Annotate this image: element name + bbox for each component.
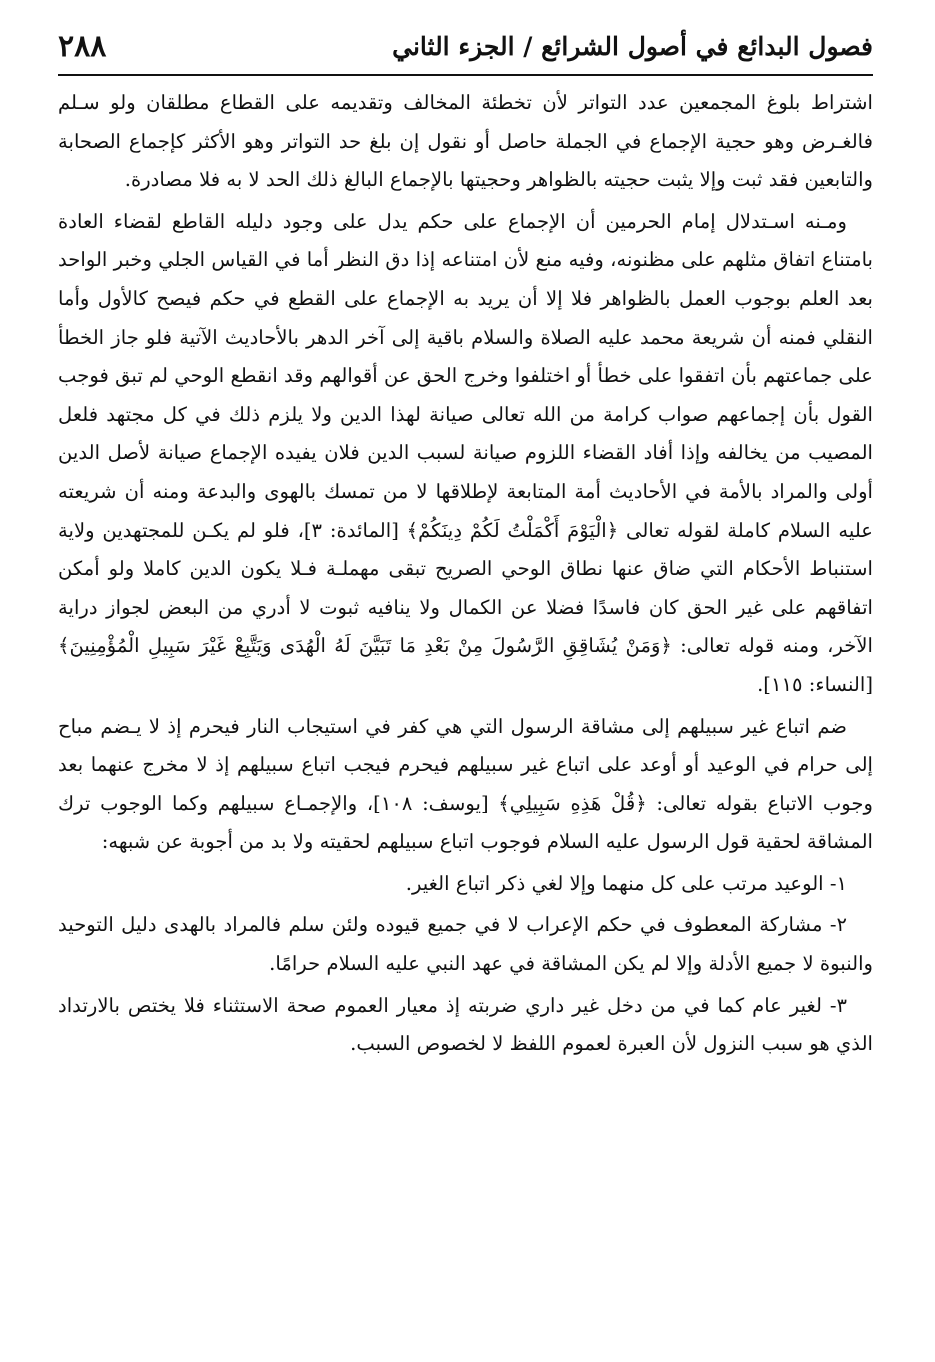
- page-number: ٢٨٨: [58, 28, 107, 64]
- paragraph-3: ضم اتباع غير سبيلهم إلى مشاقة الرسول التي هي كفر في استيجاب النار فيحرم إذ لا يـضم مباح إلى حرام في الوعيد أو أوعد على اتباع غير سبيلهم فيحرم فيجب اتباع سبيلهم إذ لا مخرج عنهما بعد وجوب الاتباع بقوله تعالى: ﴿قُلْ هَذِهِ سَبِيلِي﴾ [يوسف: ١٠٨]، والإجمـاع سبيلهم وكما الوجوب ترك المشاقة لحقية قول الرسول عليه السلام فوجوب اتباع سبيلهم لحقيته ولا بد من أجوبة عن شبهه:: [58, 714, 873, 854]
- numbered-item-2: ٢- مشاركة المعطوف في حكم الإعراب لا في جميع قيوده ولئن سلم فالمراد بالهدى دليل التوحيد والنبوة لا جميع الأدلة وإلا لم يكن المشاقة في عهد النبي عليه السلام حرامًا.: [58, 913, 873, 976]
- numbered-item-3: ٣- لغير عام كما في من دخل غير داري ضربته إذ معيار العموم صحة الاستثناء فلا يختص بالارتداد الذي هو سبب النزول لأن العبرة لعموم اللفظ لا لخصوص السبب.: [58, 993, 873, 1056]
- body-text: [58, 84, 873, 1067]
- numbered-item-1: ١- الوعيد مرتب على كل منهما وإلا لغي ذكر اتباع الغير.: [405, 871, 847, 895]
- header-rule: [58, 74, 873, 76]
- paragraph-1: اشتراط بلوغ المجمعين عدد التواتر لأن تخطئة المخالف وتقديمه على القطاع مطلقان ولو سـلم فالغـرض وهو حجية الإجماع في الجملة حاصل أو نقول إن بلغ حد التواتر وهو الأكثر كإجماع الصحابة والتابعين فقد ثبت وإلا يثبت حجيته بالظواهر وحجيتها بالإجماع البالغ ذلك الحد لا به فلا مصادرة.: [58, 91, 873, 192]
- page-header: [58, 20, 873, 72]
- paragraph-2: ومـنه اسـتدلال إمام الحرمين أن الإجماع على حكم يدل على وجود دليله القاطع لقضاء العادة بامتناع اتفاق مثلهم على مظنونه، وفيه منع لأن امتناعه إذا دق النظر أما في القياس الجلي وخبر الواحد بعد العلم بوجوب العمل بالظواهر فلا إلا أن يريد به الإجماع على القطع في حكم فيصح كالأول وأما النقلي فمنه أن شريعة محمد عليه الصلاة والسلام باقية إلى آخر الدهر بالأحاديث الآتية فلو جاز الخطأ على جماعتهم بأن اتفقوا على خطأ أو اختلفوا وخرج الحق عن أقوالهم وقد انقطع الوحي لم تبق فوجب القول بأن إجماعهم صواب كرامة من الله تعالى صيانة لهذا الدين ولا يلزم ذلك في كل مجتهد فلعل المصيب من يخالفه وإذا أفاد القضاء اللزوم صيانة لسبب الدين فلان يفيده الإجماع صيانة لأصل الدين أولى والمراد بالأمة في الأحاديث أمة المتابعة لإطلاقها لا من تمسك بالهوى والبدعة ومنه أن شريعته عليه السلام كاملة لقوله تعالى ﴿الْيَوْمَ أَكْمَلْتُ لَكُمْ دِينَكُمْ﴾ [المائدة: ٣]، فلو لم يكـن للمجتهدين ولاية استنباط الأحكام التي ضاق عنها نطاق الوحي الصريح تبقى مهملـة فـلا يكون الدين كاملا ولو أمكن اتفاقهم على غير الحق كان فاسدًا فضلا عن الكمال ولا ينافيه ثبوت لا أدري من البعض لجواز دراية الآخر، ومنه قوله تعالى: ﴿وَمَنْ يُشَاقِقِ الرَّسُولَ مِنْ بَعْدِ مَا تَبَيَّنَ لَهُ الْهُدَى وَيَتَّبِعْ غَيْرَ سَبِيلِ الْمُؤْمِنِينَ﴾ [النساء: ١١٥].: [58, 209, 873, 696]
- running-title: فصول البدائع في أصول الشرائع / الجزء الثاني: [392, 31, 873, 61]
